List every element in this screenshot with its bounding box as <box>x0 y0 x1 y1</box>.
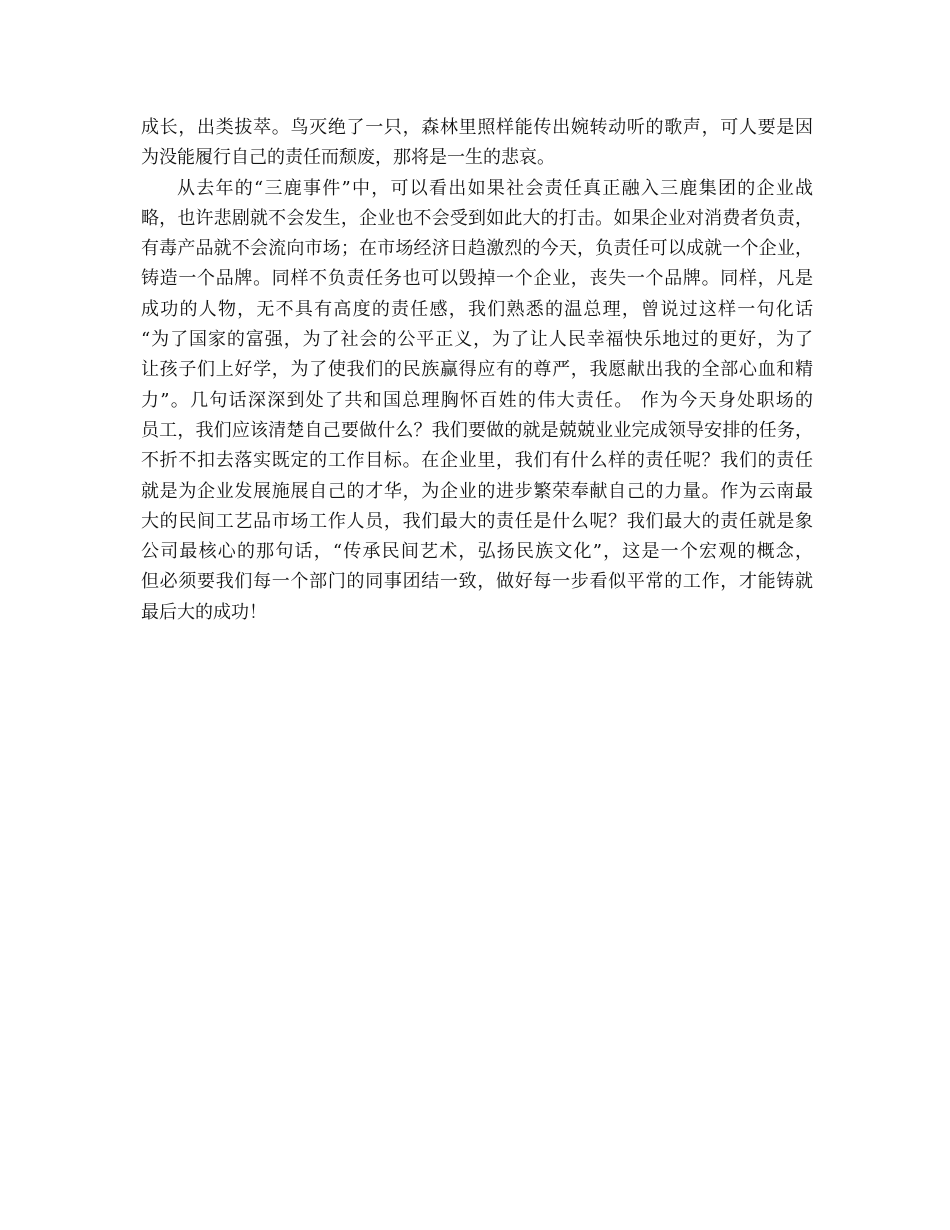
text-line: 员工，我们应该清楚自己要做什么？我们要做的就是兢兢业业完成领导安排的任务， <box>141 419 813 441</box>
text-line: 从去年的“三鹿事件”中，可以看出如果社会责任真正融入三鹿集团的企业战 <box>177 177 813 199</box>
text-line: 大的民间工艺品市场工作人员，我们最大的责任是什么呢？我们最大的责任就是象 <box>141 510 813 532</box>
text-line: 成功的人物，无不具有高度的责任感，我们熟悉的温总理，曾说过这样一句化话 <box>141 298 813 320</box>
text-line: 为没能履行自己的责任而颓废，那将是一生的悲哀。 <box>141 147 555 169</box>
text-line: 最后大的成功！ <box>141 601 267 623</box>
document-body <box>141 113 813 628</box>
text-line: 但必须要我们每一个部门的同事团结一致，做好每一步看似平常的工作，才能铸就 <box>141 571 813 593</box>
text-line: 让孩子们上好学，为了使我们的民族赢得应有的尊严，我愿献出我的全部心血和精 <box>141 359 813 381</box>
text-line: 略，也许悲剧就不会发生，企业也不会受到如此大的打击。如果企业对消费者负责， <box>141 207 813 229</box>
text-line: 就是为企业发展施展自己的才华，为企业的进步繁荣奉献自己的力量。作为云南最 <box>141 480 813 502</box>
text-line: 力”。几句话深深到处了共和国总理胸怀百姓的伟大责任。 作为今天身处职场的 <box>141 389 813 411</box>
text-line: 不折不扣去落实既定的工作目标。在企业里，我们有什么样的责任呢？我们的责任 <box>141 450 813 472</box>
text-line: 公司最核心的那句话，“传承民间艺术，弘扬民族文化”，这是一个宏观的概念， <box>141 541 813 563</box>
text-line: 成长，出类拔萃。鸟灭绝了一只，森林里照样能传出婉转动听的歌声，可人要是因 <box>141 117 813 138</box>
text-line: 铸造一个品牌。同样不负责任务也可以毁掉一个企业，丧失一个品牌。同样，凡是 <box>141 268 813 290</box>
text-line: “为了国家的富强，为了社会的公平正义，为了让人民幸福快乐地过的更好，为了 <box>141 329 813 351</box>
text-line: 有毒产品就不会流向市场；在市场经济日趋激烈的今天，负责任可以成就一个企业， <box>141 238 813 260</box>
